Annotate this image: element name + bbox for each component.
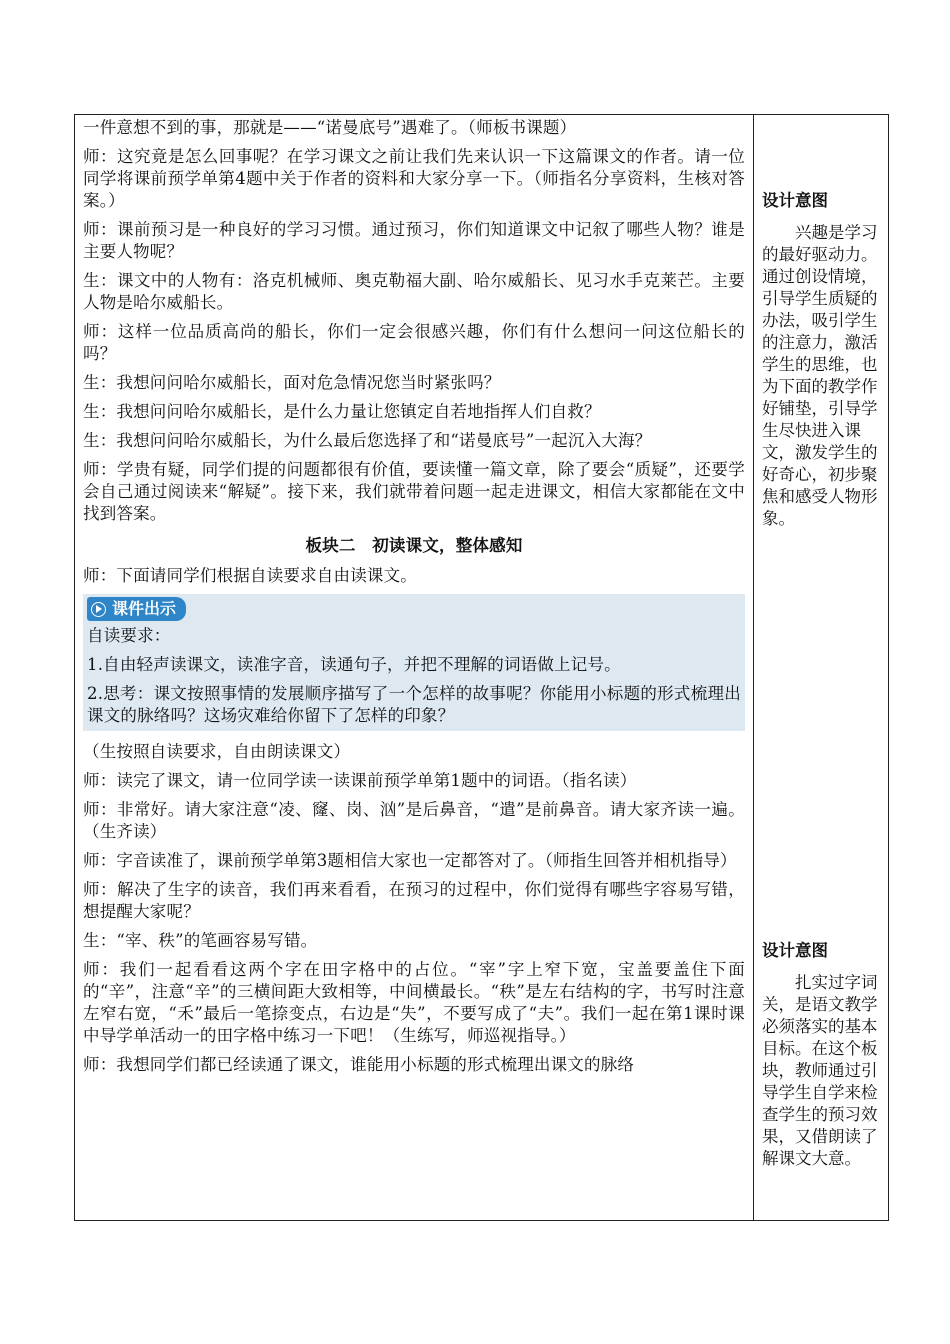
design-note-body: 扎实过字词关，是语文教学必须落实的基本目标。在这个板块，教师通过引导学生自学来检查学生的预习效果，又借朗读了解课文大意。	[762, 973, 878, 1168]
play-icon	[91, 602, 106, 617]
paragraph: 生：我想问问哈尔威船长，是什么力量让您镇定自若地指挥人们自救？	[83, 402, 601, 421]
paragraph: （生按照自读要求，自由朗读课文）	[83, 742, 351, 761]
paragraph: 师：我们一起看看这两个字在田字格中的占位。“宰”字上窄下宽，宝盖要盖住下面的“辛”，注意“辛”的三横间距大致相等，中间横最长。“秩”是左右结构的字，书写时注意左窄右宽，“禾”最后一笔捺变点，右边是“失”，不要写成了“夫”。我们一起在第1课时课中导学单活动一的田字格中练习一下吧！（生练写，师巡视指导。）	[83, 960, 745, 1045]
paragraph: 生：我想问问哈尔威船长，为什么最后您选择了和“诺曼底号”一起沉入大海？	[83, 431, 652, 450]
courseware-tag	[87, 597, 186, 621]
courseware-box	[83, 594, 745, 731]
design-note-1	[762, 190, 882, 530]
paragraph: 生：课文中的人物有：洛克机械师、奥克勒福大副、哈尔威船长、见习水手克莱芒。主要人物是哈尔威船长。	[83, 271, 745, 312]
design-note-title: 设计意图	[762, 191, 828, 210]
column-divider	[753, 114, 754, 1221]
design-note-title: 设计意图	[762, 941, 828, 960]
paragraph: 师：非常好。请大家注意“凌、窿、岗、汹”是后鼻音，“遣”是前鼻音。请大家齐读一遍。（生齐读）	[83, 800, 745, 841]
courseware-line: 1.自由轻声读课文，读准字音，读通句子，并把不理解的词语做上记号。	[87, 655, 621, 674]
design-note-2	[762, 940, 882, 1170]
paragraph: 师：字音读准了，课前预学单第3题相信大家也一定都答对了。（师指生回答并相机指导）	[83, 851, 737, 870]
paragraph: 一件意想不到的事，那就是——“诺曼底号”遇难了。（师板书课题）	[83, 118, 577, 137]
paragraph: 师：我想同学们都已经读通了课文，谁能用小标题的形式梳理出课文的脉络	[83, 1055, 635, 1074]
lesson-main-column	[83, 117, 745, 1083]
section-heading: 板块二 初读课文，整体感知	[305, 536, 523, 555]
paragraph: 师：下面请同学们根据自读要求自由读课文。	[83, 566, 417, 585]
paragraph: 师：读完了课文，请一位同学读一读课前预学单第1题中的词语。（指名读）	[83, 771, 637, 790]
paragraph: 师：学贵有疑，同学们提的问题都很有价值，要读懂一篇文章，除了要会“质疑”，还要学会自己通过阅读来“解疑”。接下来，我们就带着问题一起走进课文，相信大家都能在文中找到答案。	[83, 460, 745, 523]
paragraph: 师：这样一位品质高尚的船长，你们一定会很感兴趣，你们有什么想问一问这位船长的吗？	[83, 322, 745, 363]
courseware-line: 自读要求：	[87, 626, 171, 645]
paragraph: 师：解决了生字的读音，我们再来看看，在预习的过程中，你们觉得有哪些字容易写错，想提醒大家呢？	[83, 880, 745, 921]
courseware-line: 2.思考：课文按照事情的发展顺序描写了一个怎样的故事呢？你能用小标题的形式梳理出课文的脉络吗？这场灾难给你留下了怎样的印象？	[87, 684, 741, 725]
paragraph: 师：这究竟是怎么回事呢？在学习课文之前让我们先来认识一下这篇课文的作者。请一位同学将课前预学单第4题中关于作者的资料和大家分享一下。（师指名分享资料，生核对答案。）	[83, 147, 745, 210]
paragraph: 师：课前预习是一种良好的学习习惯。通过预习，你们知道课文中记叙了哪些人物？谁是主要人物呢？	[83, 220, 745, 261]
paragraph: 生：我想问问哈尔威船长，面对危急情况您当时紧张吗？	[83, 373, 501, 392]
paragraph: 生：“宰、秩”的笔画容易写错。	[83, 931, 318, 950]
design-note-body: 兴趣是学习的最好驱动力。通过创设情境，引导学生质疑的办法，吸引学生的注意力，激活学生的思维，也为下面的教学作好铺垫，引导学生尽快进入课文，激发学生的好奇心，初步聚焦和感受人物形象。	[762, 223, 878, 528]
courseware-label: 课件出示	[112, 599, 177, 618]
